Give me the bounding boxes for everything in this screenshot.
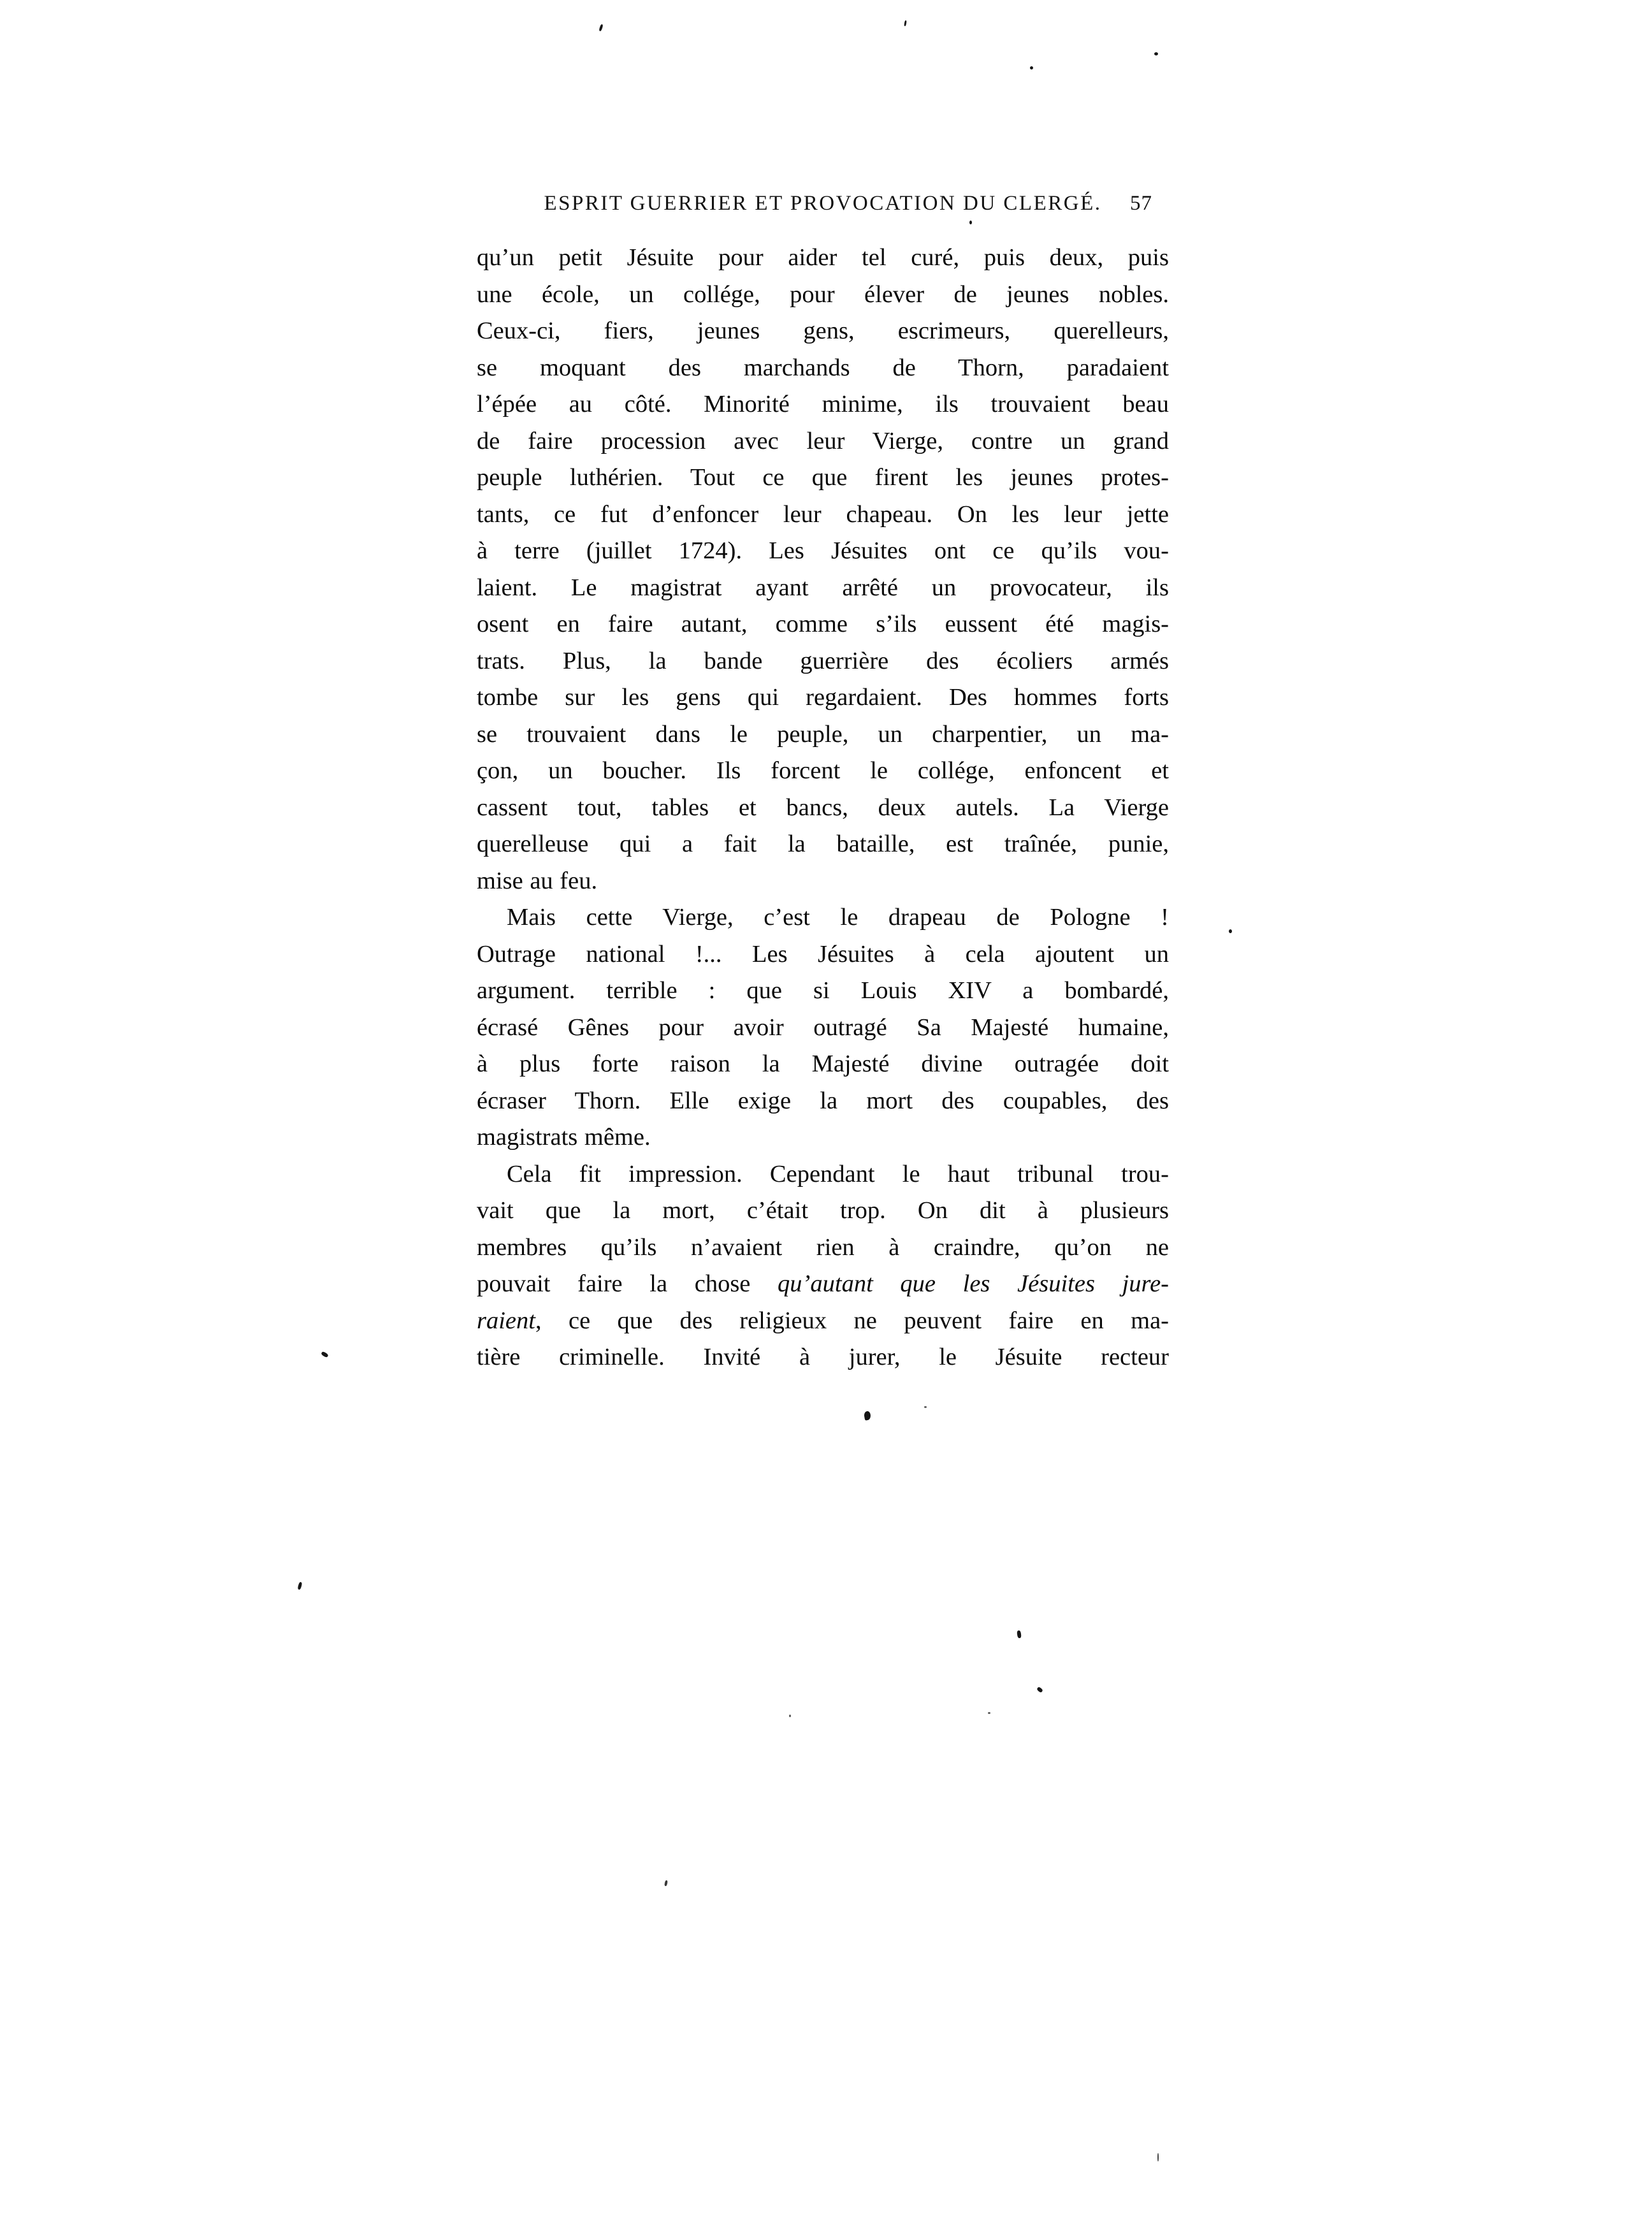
text-segment: peuple luthérien. Tout ce que firent les jeunes protes- <box>477 464 1169 491</box>
text-segment: pouvait faire la chose <box>477 1270 778 1297</box>
scan-speck <box>969 221 972 224</box>
scan-speck <box>1157 2153 1159 2161</box>
text-segment: magistrats même. <box>477 1124 651 1151</box>
scan-speck <box>321 1351 329 1358</box>
text-line <box>477 1010 1169 1047</box>
text-segment: membres qu’ils n’avaient rien à craindre, qu’on ne <box>477 1233 1169 1261</box>
text-segment: se moquant des marchands de Thorn, paradaient <box>477 354 1169 381</box>
text-line <box>477 386 1169 423</box>
text-segment: tants, ce fut d’enfoncer leur chapeau. On les leur jette <box>477 500 1169 528</box>
text-line <box>477 313 1169 350</box>
scan-speck <box>789 1715 791 1717</box>
text-segment: à terre (juillet 1724). Les Jésuites ont ce qu’ils vou- <box>477 537 1169 564</box>
text-segment: de faire procession avec leur Vierge, contre un grand <box>477 427 1169 454</box>
text-segment: Outrage national !... Les Jésuites à cela ajoutent un <box>477 940 1169 968</box>
text-segment: vait que la mort, c’était trop. On dit à plusieurs <box>477 1197 1169 1224</box>
scan-speck <box>1030 66 1033 69</box>
text-line <box>477 460 1169 497</box>
text-segment: cassent tout, tables et bancs, deux autels. La Vierge <box>477 794 1169 821</box>
text-line <box>477 936 1169 973</box>
text-segment: une école, un collége, pour élever de jeunes nobles. <box>477 280 1169 308</box>
text-segment: argument. terrible : que si Louis XIV a bombardé, <box>477 977 1169 1004</box>
text-segment: Ceux-ci, fiers, jeunes gens, escrimeurs, querelleurs, <box>477 317 1169 344</box>
scan-speck <box>664 1880 668 1887</box>
scan-speck <box>1154 52 1158 55</box>
text-line <box>477 716 1169 753</box>
text-line <box>477 753 1169 790</box>
text-segment: tière criminelle. Invité à jurer, le Jésuite recteur <box>477 1344 1169 1370</box>
running-header-title: ESPRIT GUERRIER ET PROVOCATION DU CLERGÉ. <box>544 192 1102 215</box>
scan-speck <box>1229 929 1232 933</box>
text-segment: Mais cette Vierge, c’est le drapeau de Pologne ! <box>507 904 1169 931</box>
scan-speck <box>1017 1630 1022 1639</box>
text-segment: mise au feu. <box>477 867 598 894</box>
text-line <box>477 423 1169 460</box>
text-line <box>477 1046 1169 1083</box>
text-line <box>477 679 1169 716</box>
text-segment: laient. Le magistrat ayant arrêté un provocateur, ils <box>477 574 1169 601</box>
scan-speck <box>298 1582 303 1590</box>
text-segment-italic: raient <box>477 1307 535 1334</box>
text-segment: à plus forte raison la Majesté divine outragée doit <box>477 1050 1169 1077</box>
text-segment: Cela fit impression. Cependant le haut tribunal trou- <box>507 1160 1169 1187</box>
text-segment: qu’un petit Jésuite pour aider tel curé, puis deux, puis <box>477 244 1169 271</box>
text-line <box>477 973 1169 1010</box>
text-segment: trats. Plus, la bande guerrière des écoliers armés <box>477 647 1169 674</box>
page-number: 57 <box>1130 192 1152 215</box>
text-segment: osent en faire autant, comme s’ils eussent été magis- <box>477 611 1169 637</box>
text-line <box>477 497 1169 534</box>
text-line <box>477 826 1169 863</box>
text-line <box>477 1083 1169 1120</box>
text-segment-italic: qu’autant que les Jésuites jure- <box>778 1270 1169 1297</box>
text-line <box>477 863 1169 900</box>
text-segment: écraser Thorn. Elle exige la mort des coupables, des <box>477 1087 1169 1114</box>
text-segment: écrasé Gênes pour avoir outragé Sa Majesté humaine, <box>477 1013 1169 1041</box>
text-segment: querelleuse qui a fait la bataille, est traînée, punie, <box>477 831 1169 857</box>
text-line <box>477 1230 1169 1267</box>
text-line <box>477 1119 1169 1156</box>
scan-speck <box>904 20 907 26</box>
text-segment: tombe sur les gens qui regardaient. Des hommes forts <box>477 684 1169 711</box>
text-line <box>477 1266 1169 1303</box>
text-line <box>477 606 1169 643</box>
text-line <box>477 570 1169 607</box>
running-header <box>477 191 1169 215</box>
text-line <box>477 643 1169 680</box>
text-segment: çon, un boucher. Ils forcent le collége, enfoncent et <box>477 757 1169 784</box>
text-line <box>477 1339 1169 1376</box>
text-line <box>477 1303 1169 1340</box>
text-segment: se trouvaient dans le peuple, un charpentier, un ma- <box>477 720 1169 748</box>
text-line <box>477 899 1169 936</box>
text-line <box>477 533 1169 570</box>
text-segment: l’épée au côté. Minorité minime, ils trouvaient beau <box>477 391 1169 417</box>
scan-speck <box>1036 1687 1043 1693</box>
scan-speck <box>924 1406 927 1408</box>
text-line <box>477 1156 1169 1193</box>
scan-speck <box>864 1411 871 1421</box>
text-line <box>477 240 1169 277</box>
scan-speck <box>598 24 603 32</box>
text-line <box>477 1193 1169 1230</box>
scan-speck <box>988 1712 990 1714</box>
text-line <box>477 350 1169 387</box>
text-line <box>477 790 1169 827</box>
text-segment: , ce que des religieux ne peuvent faire en ma- <box>535 1307 1169 1334</box>
text-line <box>477 277 1169 314</box>
text-block <box>477 240 1169 1376</box>
